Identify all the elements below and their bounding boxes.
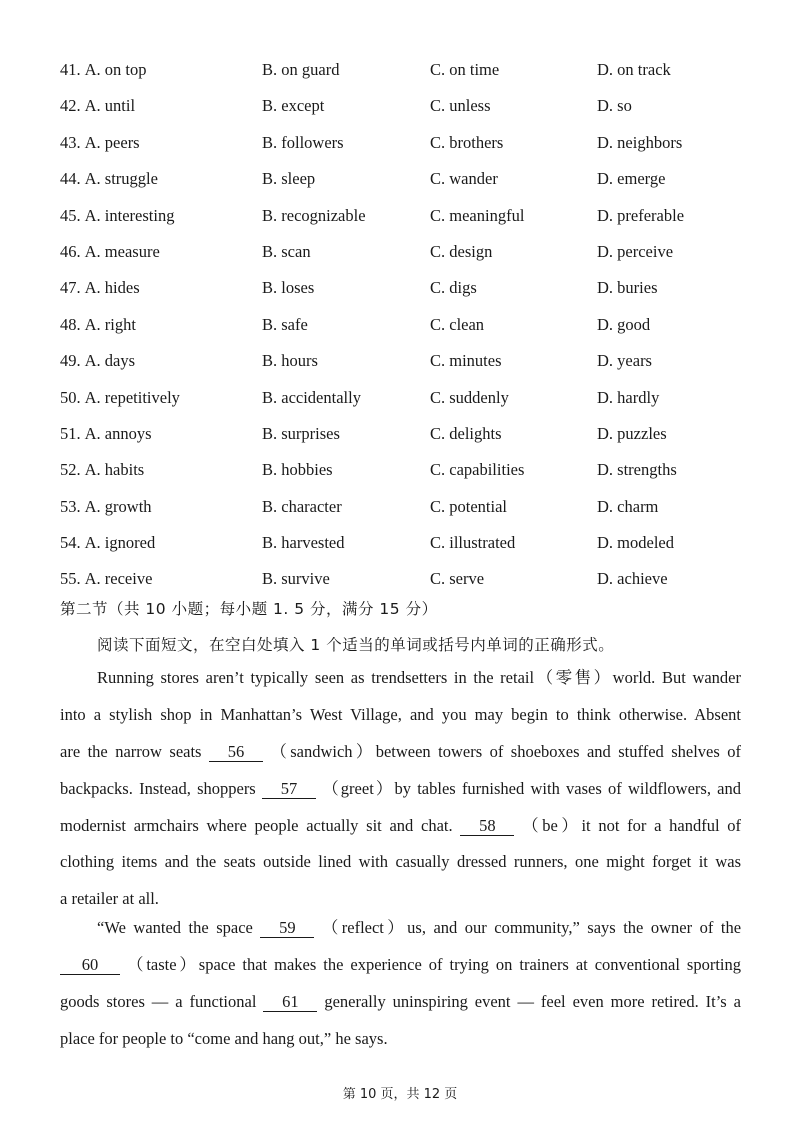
- question-number: 49.: [60, 351, 81, 371]
- option-b: B. safe: [262, 314, 308, 334]
- option-c: C. wander: [430, 169, 498, 189]
- question-row: [60, 384, 760, 420]
- blank-56: 56: [209, 743, 263, 762]
- blank-59: 59: [260, 919, 314, 938]
- question-number: 45.: [60, 205, 81, 225]
- option-d: D. buries: [597, 278, 658, 298]
- question-number-and-option-a: [60, 242, 160, 262]
- passage-line: Running stores aren’t typically seen as trendsetters in the retail（零售）world. But wander: [97, 668, 741, 687]
- option-d: D. achieve: [597, 569, 668, 589]
- question-number-and-option-a: [60, 169, 158, 189]
- passage-paragraph-1: [60, 660, 741, 918]
- option-d: D. modeled: [597, 533, 674, 553]
- question-number: 55.: [60, 569, 81, 589]
- question-number: 43.: [60, 132, 81, 152]
- option-c: C. unless: [430, 96, 491, 116]
- option-a: A. right: [84, 314, 136, 334]
- question-number-and-option-a: [60, 388, 180, 408]
- question-number: 53.: [60, 496, 81, 516]
- passage-line: place for people to “come and hang out,” he says.: [60, 1028, 388, 1048]
- option-a: A. hides: [84, 278, 140, 298]
- question-number-and-option-a: [60, 96, 135, 116]
- blank-58: 58: [460, 817, 514, 836]
- option-a: A. growth: [84, 496, 152, 516]
- question-number: 46.: [60, 241, 81, 261]
- option-d: D. perceive: [597, 241, 674, 261]
- option-b: B. on guard: [262, 60, 340, 79]
- option-c: C. meaningful: [430, 205, 525, 225]
- option-a: A. habits: [84, 460, 145, 480]
- option-c: C. potential: [430, 496, 507, 516]
- question-number: 54.: [60, 533, 81, 553]
- question-row: [60, 347, 760, 383]
- section-instruction: 阅读下面短文，在空白处填入 1 个适当的单词或括号内单词的正确形式。: [97, 636, 615, 654]
- option-a: A. ignored: [84, 533, 156, 553]
- question-number-and-option-a: [60, 133, 140, 153]
- question-number-and-option-a: [60, 351, 135, 371]
- option-c: C. serve: [430, 569, 485, 589]
- option-a: A. measure: [84, 241, 160, 261]
- option-c: C. clean: [430, 314, 485, 334]
- option-b: B. harvested: [262, 533, 345, 553]
- question-row: [60, 274, 760, 310]
- option-d: D. preferable: [597, 205, 685, 225]
- question-number: 42.: [60, 96, 81, 116]
- question-number: 51.: [60, 423, 81, 443]
- option-d: D. on track: [597, 60, 671, 79]
- option-d: D. years: [597, 351, 652, 371]
- question-number-and-option-a: [60, 206, 174, 226]
- option-b: B. character: [262, 496, 342, 516]
- question-row: [60, 56, 760, 92]
- option-c: C. delights: [430, 423, 502, 443]
- blank-60: 60: [60, 956, 120, 975]
- option-c: C. illustrated: [430, 533, 516, 553]
- blank-61: 61: [263, 993, 317, 1012]
- question-row: [60, 202, 760, 238]
- option-b: B. recognizable: [262, 205, 366, 225]
- option-b: B. sleep: [262, 169, 316, 189]
- option-d: D. so: [597, 96, 632, 116]
- question-number: 52.: [60, 460, 81, 480]
- option-c: C. on time: [430, 60, 500, 79]
- question-number-and-option-a: [60, 315, 136, 335]
- option-a: A. peers: [84, 132, 140, 152]
- option-a: A. annoys: [84, 423, 152, 443]
- question-number: 44.: [60, 169, 81, 189]
- option-b: B. followers: [262, 132, 344, 152]
- option-a: A. receive: [84, 569, 153, 589]
- question-number: 50.: [60, 387, 81, 407]
- question-number-and-option-a: [60, 460, 144, 480]
- section-heading: 第二节（共 10 小题；每小题 1. 5 分，满分 15 分）: [60, 600, 438, 618]
- passage-line: 60 （taste）space that makes the experience of trying on trainers at conventional sporting: [60, 947, 741, 984]
- question-row: [60, 420, 760, 456]
- question-number-and-option-a: [60, 278, 140, 298]
- question-row: [60, 165, 760, 201]
- option-a: A. repetitively: [84, 387, 180, 407]
- option-b: B. scan: [262, 241, 311, 261]
- option-d: D. hardly: [597, 387, 660, 407]
- question-row: [60, 92, 760, 128]
- option-d: D. strengths: [597, 460, 677, 480]
- option-b: B. surprises: [262, 423, 340, 443]
- passage-line: modernist armchairs where people actually sit and chat. 58 （be）it not for a handful of: [60, 815, 742, 835]
- passage-line: backpacks. Instead, shoppers 57 （greet）by tables furnished with vases of wildflowers, and: [60, 778, 741, 798]
- question-row: [60, 529, 760, 565]
- passage-line: “We wanted the space 59 （reflect）us, and our community,” says the owner of the: [97, 918, 742, 937]
- question-number-and-option-a: [60, 60, 147, 80]
- option-b: B. hours: [262, 351, 318, 371]
- option-a: A. days: [84, 351, 136, 371]
- blank-57: 57: [262, 780, 316, 799]
- option-d: D. puzzles: [597, 423, 667, 443]
- option-a: A. struggle: [84, 169, 158, 189]
- option-c: C. brothers: [430, 132, 504, 152]
- option-b: B. except: [262, 96, 325, 116]
- question-number-and-option-a: [60, 533, 155, 553]
- passage-line: into a stylish shop in Manhattan’s West Village, and you may begin to think otherwise. Absent: [60, 704, 741, 724]
- option-c: C. minutes: [430, 351, 502, 371]
- question-number: 41.: [60, 60, 81, 79]
- question-row: [60, 311, 760, 347]
- option-d: D. neighbors: [597, 132, 683, 152]
- passage-line: a retailer at all.: [60, 889, 159, 909]
- option-d: D. emerge: [597, 169, 666, 189]
- option-c: C. digs: [430, 278, 477, 298]
- question-number-and-option-a: [60, 497, 152, 517]
- question-row: [60, 238, 760, 274]
- option-b: B. accidentally: [262, 387, 361, 407]
- question-number-and-option-a: [60, 424, 152, 444]
- passage-line: goods stores — a functional 61 generally uninspiring event — feel even more retired. It’s a: [60, 991, 741, 1011]
- option-a: A. interesting: [84, 205, 175, 225]
- option-d: D. good: [597, 314, 651, 334]
- passage-line: are the narrow seats 56 （sandwich）between towers of shoeboxes and stuffed shelves of: [60, 741, 742, 761]
- cloze-options: [60, 56, 760, 602]
- passage-line: clothing items and the seats outside lined with casually dressed runners, one might forget it was: [60, 852, 741, 872]
- option-c: C. design: [430, 241, 493, 261]
- question-row: [60, 493, 760, 529]
- page-number: 第 10 页，共 12 页: [342, 1087, 458, 1102]
- question-row: [60, 129, 760, 165]
- passage-paragraph-2: [60, 910, 741, 1058]
- option-b: B. loses: [262, 278, 315, 298]
- question-row: [60, 456, 760, 492]
- question-number-and-option-a: [60, 569, 152, 589]
- option-a: A. until: [84, 96, 136, 116]
- option-c: C. suddenly: [430, 387, 509, 407]
- option-b: B. hobbies: [262, 460, 333, 480]
- option-b: B. survive: [262, 569, 330, 589]
- option-d: D. charm: [597, 496, 659, 516]
- question-number: 47.: [60, 278, 81, 298]
- question-number: 48.: [60, 314, 81, 334]
- option-a: A. on top: [84, 60, 147, 79]
- option-c: C. capabilities: [430, 460, 525, 480]
